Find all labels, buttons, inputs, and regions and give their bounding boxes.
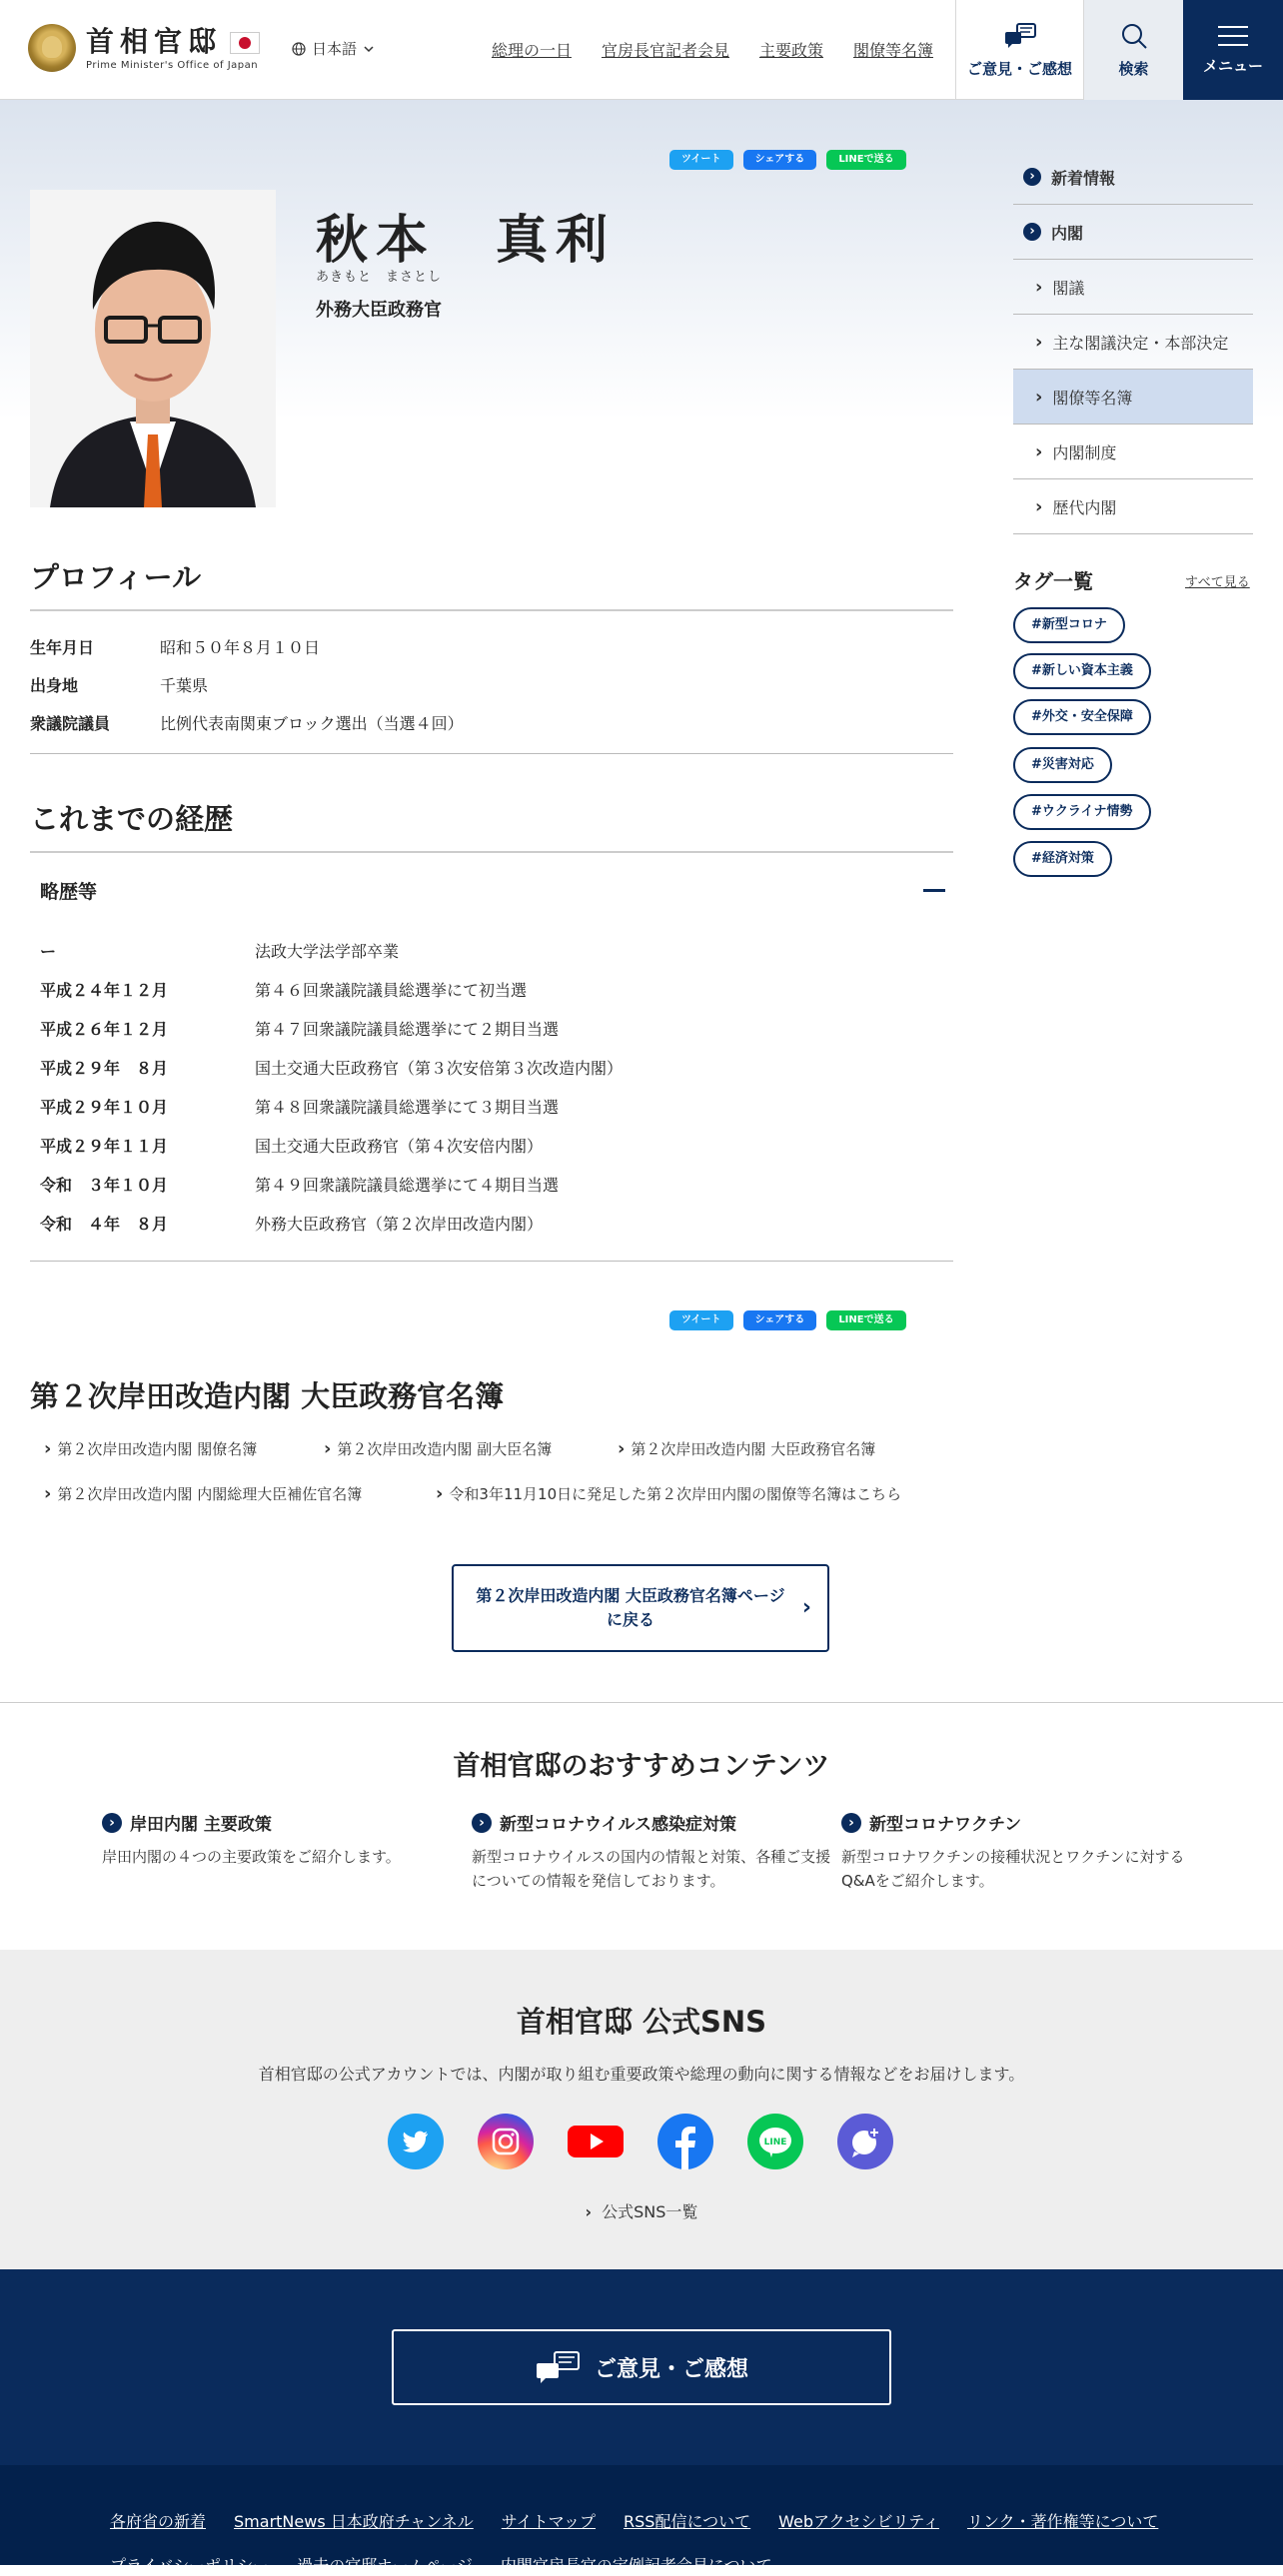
opinion-button[interactable] xyxy=(955,0,1083,100)
tag-see-all-link[interactable]: すべて見る xyxy=(1185,575,1250,590)
japan-flag-icon xyxy=(230,32,260,54)
profile-value: 比例代表南関東ブロック選出（当選４回） xyxy=(160,714,464,733)
career-text: 第４７回衆議院議員総選挙にて２期目当選 xyxy=(255,1020,560,1039)
share-buttons-top xyxy=(669,150,906,170)
recommend-body: 新型コロナワクチンの接種状況とワクチンに対するQ&Aをご紹介します。 xyxy=(841,1848,1185,1890)
chevron-circle-icon: › xyxy=(841,1813,861,1833)
youtube-icon[interactable] xyxy=(568,2114,624,2169)
career-row xyxy=(40,1173,559,1196)
tag-chip[interactable]: #外交・安全保障 xyxy=(1013,699,1151,735)
menu-button[interactable] xyxy=(1183,0,1283,100)
footer-links-row2 xyxy=(110,2553,772,2576)
recommend-item[interactable] xyxy=(102,1810,462,1869)
site-header xyxy=(0,0,1283,100)
career-text: 第４６回衆議院議員総選挙にて初当選 xyxy=(255,981,528,1000)
profile-key: 生年月日 xyxy=(30,638,95,657)
career-date: 平成２６年１２月 xyxy=(40,1020,169,1039)
collapse-icon[interactable] xyxy=(923,889,945,892)
related-link[interactable]: › 第２次岸田改造内閣 副大臣名簿 xyxy=(324,1438,552,1459)
footer-link[interactable]: プライバシーポリシー xyxy=(110,2556,270,2575)
divider xyxy=(0,1702,1283,1703)
sidebar-item-history[interactable] xyxy=(1013,479,1253,534)
share-buttons-bottom xyxy=(669,1310,906,1330)
facebook-icon[interactable] xyxy=(657,2114,713,2169)
person-name-kana: あきもと まさとし xyxy=(316,270,443,285)
career-text: 国土交通大臣政務官（第４次安倍内閣） xyxy=(255,1137,544,1156)
language-selector[interactable] xyxy=(292,38,375,59)
divider xyxy=(30,851,953,853)
comment-icon xyxy=(535,2350,581,2384)
tag-chip[interactable]: #ウクライナ情勢 xyxy=(1013,794,1151,830)
career-row xyxy=(40,978,527,1001)
chevron-right-icon: › xyxy=(585,2202,593,2221)
chevron-circle-icon: › xyxy=(1023,168,1041,186)
sidebar-item-label: 内閣 xyxy=(1051,223,1084,243)
career-row xyxy=(40,1095,559,1118)
career-date: 令和 ４年 ８月 xyxy=(40,1215,169,1234)
line-share-button[interactable]: LINEで送る xyxy=(826,150,905,170)
career-section-title[interactable]: 略歴等 xyxy=(40,881,98,903)
career-row xyxy=(40,1056,623,1079)
recommend-body: 岸田内閣の４つの主要政策をご紹介します。 xyxy=(102,1848,401,1866)
footer-link[interactable]: サイトマップ xyxy=(501,2512,597,2531)
career-row xyxy=(40,939,399,962)
career-text: 外務大臣政務官（第２次岸田改造内閣） xyxy=(255,1215,544,1234)
divider xyxy=(30,753,953,754)
recommend-item[interactable] xyxy=(841,1810,1201,1893)
profile-value: 千葉県 xyxy=(160,676,209,695)
profile-key: 衆議院議員 xyxy=(30,714,111,733)
logo-title: 首相官邸 xyxy=(86,24,223,58)
recommend-body: 新型コロナウイルスの国内の情報と対策、各種ご支援についての情報を発信しております。 xyxy=(472,1848,831,1890)
profile-row xyxy=(30,635,320,658)
tweet-button[interactable]: ツイート xyxy=(669,1310,733,1330)
career-heading: これまでの経歴 xyxy=(30,802,234,836)
career-text: 第４８回衆議院議員総選挙にて３期目当選 xyxy=(255,1098,560,1117)
nav-pm-daily[interactable]: 総理の一日 xyxy=(491,41,572,60)
sns-all-link[interactable] xyxy=(0,2199,1283,2222)
chevron-down-icon xyxy=(363,45,375,53)
facebook-share-button[interactable]: シェアする xyxy=(743,150,817,170)
sidebar-item-news[interactable] xyxy=(1013,150,1253,205)
tag-chip[interactable]: #経済対策 xyxy=(1013,841,1112,877)
tag-list-heading: タグ一覧 xyxy=(1013,569,1093,593)
menu-label: メニュー xyxy=(1202,56,1263,75)
tweet-button[interactable]: ツイート xyxy=(669,150,733,170)
related-heading: 第２次岸田改造内閣 大臣政務官名簿 xyxy=(30,1379,505,1413)
chevron-circle-icon: › xyxy=(472,1813,492,1833)
footer-link[interactable]: RSS配信について xyxy=(624,2512,751,2531)
sidebar-item-label: › 内閣制度 xyxy=(1052,442,1117,462)
nav-press-conference[interactable]: 官房長官記者会見 xyxy=(601,41,729,60)
svg-text:LINE: LINE xyxy=(763,2138,787,2147)
chevron-circle-icon: › xyxy=(1023,223,1041,241)
back-to-list-button[interactable] xyxy=(452,1564,829,1652)
career-date: 令和 ３年１０月 xyxy=(40,1176,169,1195)
sns-description: 首相官邸の公式アカウントでは、内閣が取り組む重要政策や総理の動向に関する情報などをお届けします。 xyxy=(258,2065,1025,2084)
career-text: 国土交通大臣政務官（第３次安倍第３次改造内閣） xyxy=(255,1059,624,1078)
career-date: 平成２４年１２月 xyxy=(40,981,169,1000)
sidebar-item-cabinet-meeting[interactable] xyxy=(1013,260,1253,315)
logo-subtitle: Prime Minister's Office of Japan xyxy=(86,59,259,71)
sidebar-item-label: › 歴代内閣 xyxy=(1052,497,1117,517)
career-row xyxy=(40,1017,559,1040)
comment-icon xyxy=(1003,22,1037,50)
tag-chip[interactable]: #新しい資本主義 xyxy=(1013,653,1151,689)
divider xyxy=(30,1261,953,1262)
language-label: 日本語 xyxy=(312,40,358,58)
footer-link[interactable]: 過去の官邸ホームページ xyxy=(297,2556,473,2575)
profile-key: 出身地 xyxy=(30,676,79,695)
sns-all-label: 公式SNS一覧 xyxy=(602,2202,698,2221)
line-share-button[interactable]: LINEで送る xyxy=(826,1310,905,1330)
recommend-title[interactable]: 新型コロナウイルス感染症対策 xyxy=(500,1815,736,1835)
profile-heading: プロフィール xyxy=(30,560,202,594)
site-logo[interactable] xyxy=(28,22,258,74)
facebook-share-button[interactable]: シェアする xyxy=(743,1310,817,1330)
recommend-heading: 首相官邸のおすすめコンテンツ xyxy=(453,1751,830,1782)
line-icon[interactable] xyxy=(747,2114,803,2169)
global-nav xyxy=(492,38,933,61)
nav-policies[interactable]: 主要政策 xyxy=(758,41,823,60)
sidebar-item-system[interactable] xyxy=(1013,425,1253,479)
sidebar-item-label: › 主な閣議決定・本部決定 xyxy=(1052,333,1229,353)
search-label: 検索 xyxy=(1118,59,1149,78)
sidebar-item-cabinet[interactable] xyxy=(1013,205,1253,260)
twitter-icon[interactable] xyxy=(388,2114,444,2169)
search-button[interactable] xyxy=(1083,0,1183,100)
divider xyxy=(30,609,953,611)
career-row xyxy=(40,1134,543,1157)
footer-link[interactable]: SmartNews 日本政府チャンネル xyxy=(234,2512,474,2531)
career-row xyxy=(40,1212,543,1235)
career-text: 法政大学法学部卒業 xyxy=(255,942,400,961)
recommend-title[interactable]: 岸田内閣 主要政策 xyxy=(130,1815,272,1835)
profile-value: 昭和５０年８月１０日 xyxy=(160,638,321,657)
footer-link[interactable]: 各府省の新着 xyxy=(110,2512,207,2531)
instagram-icon[interactable] xyxy=(478,2114,534,2169)
profile-row xyxy=(30,711,464,734)
career-date: 平成２９年 ８月 xyxy=(40,1059,169,1078)
sidebar-item-label: › 閣僚等名簿 xyxy=(1052,388,1133,408)
footer-link[interactable]: リンク・著作権等について xyxy=(966,2512,1159,2531)
back-button-label: 第２次岸田改造内閣 大臣政務官名簿ページに戻る xyxy=(476,1586,785,1629)
footer-links xyxy=(110,2509,1158,2532)
paulownia-crest-icon xyxy=(28,24,76,72)
opinion-label: ご意見・ご感想 xyxy=(966,59,1072,78)
person-name: 秋本 真利 xyxy=(316,211,617,271)
sidebar-item-label: › 閣議 xyxy=(1052,278,1085,298)
tag-chip[interactable]: #新型コロナ xyxy=(1013,607,1125,643)
footer-link[interactable]: 内閣官房長官の定例記者会見について xyxy=(500,2556,772,2575)
gov-app-icon[interactable] xyxy=(837,2114,893,2169)
nav-cabinet-list[interactable]: 閣僚等名簿 xyxy=(852,41,933,60)
related-link[interactable]: › 令和3年11月10日に発足した第２次岸田内閣の閣僚等名簿はこちら xyxy=(436,1483,901,1504)
recommend-item[interactable] xyxy=(472,1810,831,1893)
chevron-circle-icon: › xyxy=(102,1813,122,1833)
footer-link[interactable]: Webアクセシビリティ xyxy=(778,2512,939,2531)
career-text: 第４９回衆議院議員総選挙にて４期目当選 xyxy=(255,1176,560,1195)
profile-row xyxy=(30,673,208,696)
recommend-title[interactable]: 新型コロナワクチン xyxy=(869,1815,1022,1835)
related-link[interactable]: › 第２次岸田改造内閣 閣僚名簿 xyxy=(44,1438,257,1459)
tag-chip[interactable]: #災害対応 xyxy=(1013,747,1112,783)
hamburger-icon xyxy=(1218,25,1248,47)
sidebar-item-decisions[interactable] xyxy=(1013,315,1253,370)
sidebar-item-cabinet-list[interactable] xyxy=(1013,370,1253,425)
career-date: ー xyxy=(40,942,57,961)
person-position: 外務大臣政務官 xyxy=(316,300,442,321)
sns-heading: 首相官邸 公式SNS xyxy=(516,2005,767,2039)
globe-icon xyxy=(292,42,306,56)
sns-icon-list xyxy=(388,2114,893,2169)
related-link[interactable]: › 第２次岸田改造内閣 大臣政務官名簿 xyxy=(618,1438,875,1459)
search-icon xyxy=(1120,22,1148,50)
chevron-right-icon: › xyxy=(801,1595,811,1620)
career-date: 平成２９年１１月 xyxy=(40,1137,169,1156)
opinion-large-label: ご意見・ご感想 xyxy=(594,2356,748,2382)
portrait-photo xyxy=(30,190,276,507)
sidebar-item-label: 新着情報 xyxy=(1051,168,1116,188)
opinion-large-button[interactable] xyxy=(392,2329,891,2405)
related-link[interactable]: › 第２次岸田改造内閣 内閣総理大臣補佐官名簿 xyxy=(44,1483,362,1504)
career-date: 平成２９年１０月 xyxy=(40,1098,169,1117)
